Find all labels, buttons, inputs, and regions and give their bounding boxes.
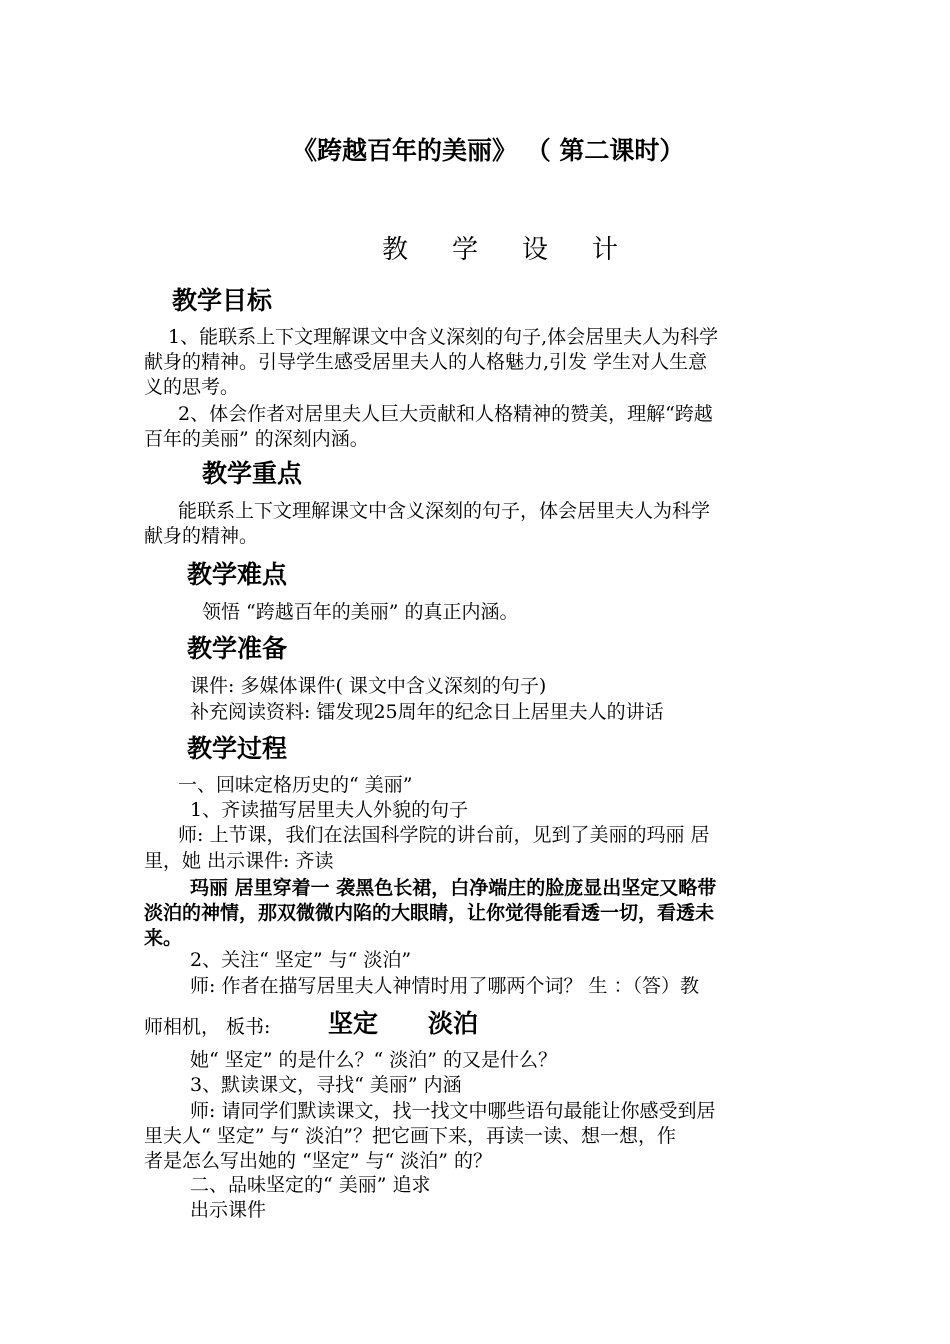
process-line: 1、齐读描写居里夫人外貌的句子 [190,799,469,821]
process-quote-line: 来。 [144,927,183,949]
goals-line: 2、体会作者对居里夫人巨大贡献和人格精神的赞美，理解“跨越 [178,403,713,425]
focus-line: 能联系上下文理解课文中含义深刻的句子，体会居里夫人为科学 [178,500,711,522]
process-quote-line: 淡泊的神情，那双微微内陷的大眼睛，让你觉得能看透一切，看透未 [144,902,715,924]
process-line: 她“ 坚定” 的是什么？“ 淡泊” 的又是什么？ [190,1049,558,1071]
process-line: 二、品味坚定的“ 美丽” 追求 [190,1174,431,1196]
process-line: 师: 上节课，我们在法国科学院的讲台前，见到了美丽的玛丽 居 [178,824,710,846]
board-word-indifferent: 淡泊 [428,1009,479,1038]
process-line: 出示课件 [190,1199,267,1221]
process-line: 师相机， 板书: [144,1016,271,1038]
board-word-firm: 坚定 [328,1009,379,1038]
focus-heading: 教学重点 [202,459,303,488]
difficulty-line: 领悟 “跨越百年的美丽” 的真正内涵。 [202,601,519,623]
document-subtitle: 教学设计 [382,235,663,265]
process-line: 里夫人“ 坚定” 与“ 淡泊”？把它画下来，再读一读、想一想，作 [144,1125,676,1147]
process-line: 3、默读课文，寻找“ 美丽” 内涵 [190,1074,462,1096]
focus-line: 献身的精神。 [144,525,259,547]
process-line: 者是怎么写出她的 “坚定” 与“ 淡泊” 的？ [144,1150,493,1172]
preparation-line: 补充阅读资料: 镭发现25周年的纪念日上居里夫人的讲话 [190,701,664,723]
goals-line: 献身的精神。引导学生感受居里夫人的人格魅力,引发 学生对人生意 [144,351,708,373]
process-line: 一、回味定格历史的“ 美丽” [178,774,413,796]
goals-line: 百年的美丽” 的深刻内涵。 [144,428,369,450]
difficulty-heading: 教学难点 [187,560,288,589]
process-quote-line: 玛丽 居里穿着一 袭黑色长裙，白净端庄的脸庞显出坚定又略带 [190,877,717,899]
process-heading: 教学过程 [187,734,288,763]
document-title: 《跨越百年的美丽》 （ 第二课时） [292,136,685,165]
goals-heading: 教学目标 [172,286,273,315]
process-line: 里，她 出示课件: 齐读 [144,850,334,872]
process-line: 师: 请同学们默读课文，找一找文中哪些语句最能让你感受到居 [190,1100,716,1122]
preparation-heading: 教学准备 [187,634,288,663]
goals-line: 1、能联系上下文理解课文中含义深刻的句子,体会居里夫人为科学 [168,326,719,348]
process-line: 2、关注“ 坚定” 与“ 淡泊” [190,949,412,971]
preparation-line: 课件: 多媒体课件( 课文中含义深刻的句子) [190,675,547,697]
goals-line: 义的思考。 [144,376,240,398]
process-line: 师: 作者在描写居里夫人神情时用了哪两个词？ 生 ：（答）教 [190,975,700,997]
